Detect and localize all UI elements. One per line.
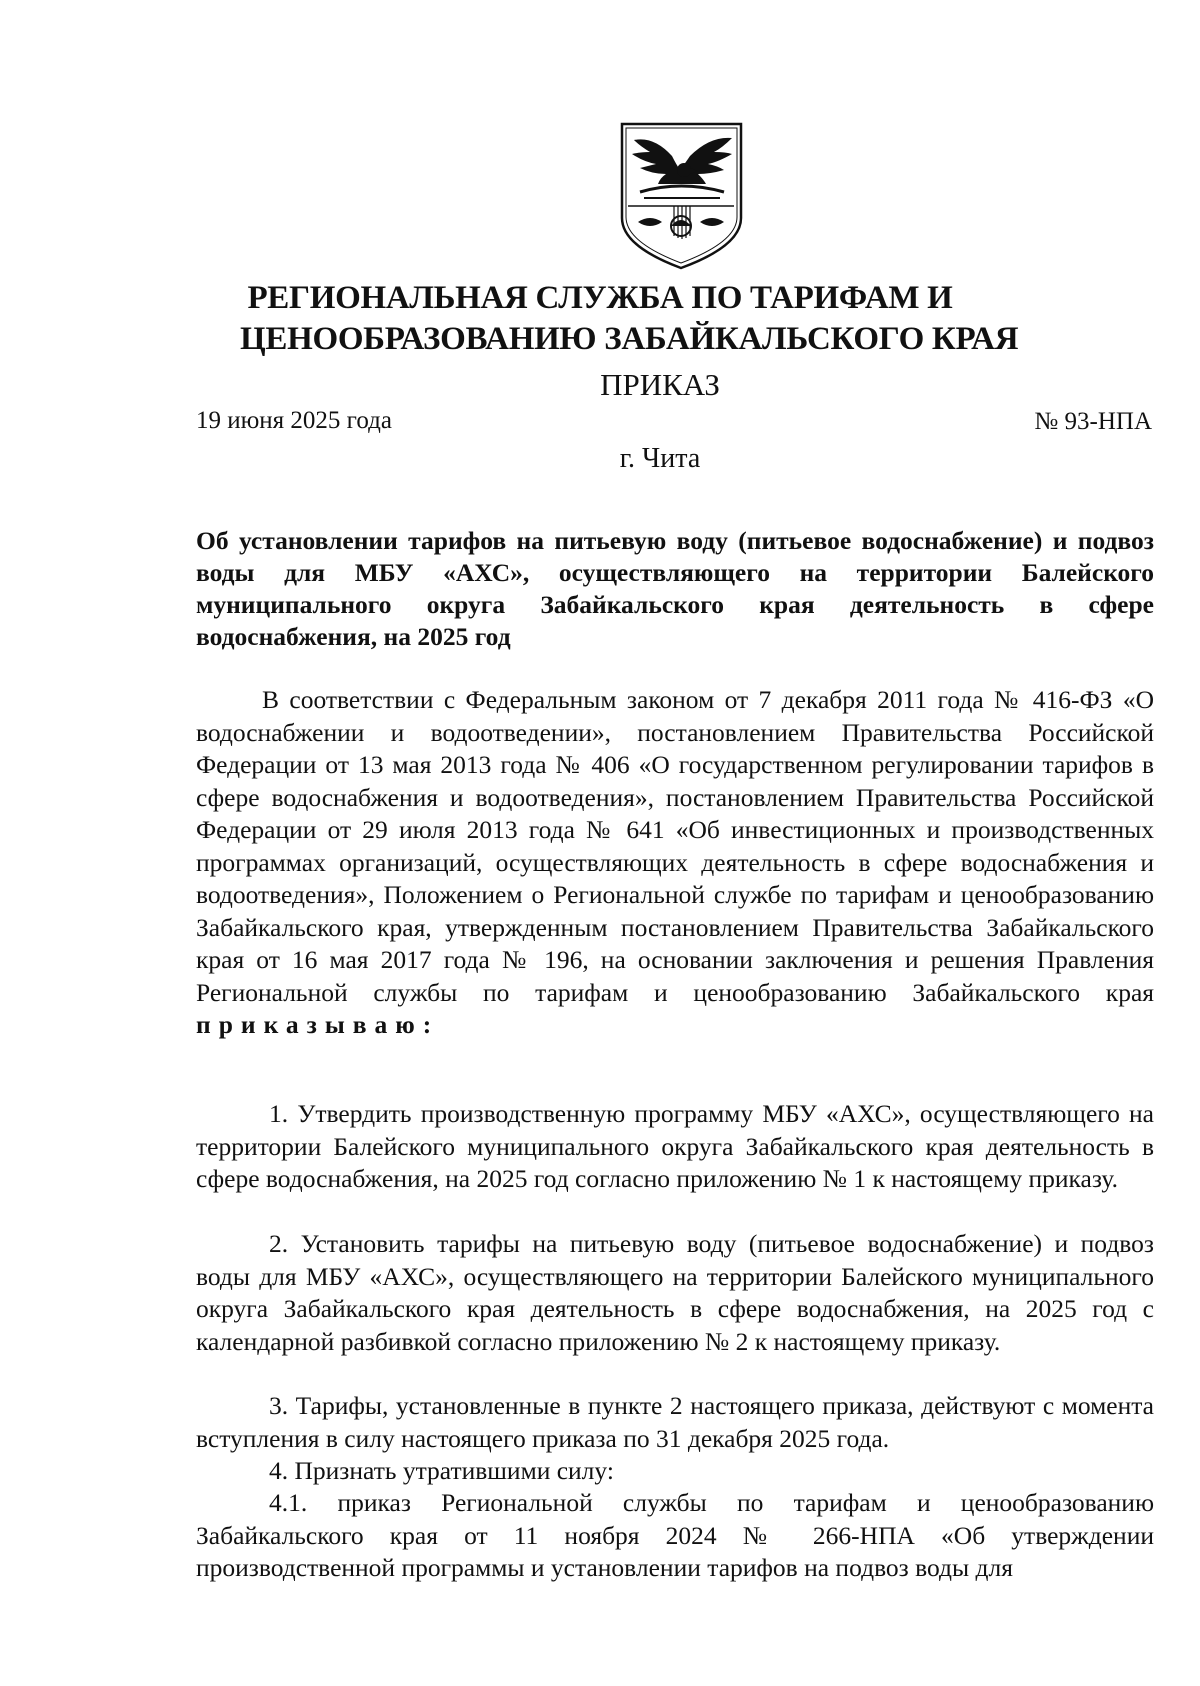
agency-name-line1: РЕГИОНАЛЬНАЯ СЛУЖБА ПО ТАРИФАМ И bbox=[247, 280, 953, 316]
item-4-1: 4.1. приказ Региональной службы по тарифам и ценообразованию Забайкальского края от 11 ноября 2024 № 266-НПА «Об утверждении производственной программы и установлении тарифов на подвоз воды для bbox=[196, 1488, 1154, 1582]
item-4: 4. Признать утратившими силу: bbox=[269, 1456, 614, 1485]
item-2: 2. Установить тарифы на питьевую воду (питьевое водоснабжение) и подвоз воды для МБУ «АХС», осуществляющего на территории Балейского муниципального округа Забайкальского края деятельность в сфере водоснабжения, на 2025 год с календарной разбивкой согласно приложению № 2 к настоящему приказу. bbox=[196, 1229, 1154, 1356]
document-number: № 93-НПА bbox=[1034, 408, 1152, 435]
preamble-text: В соответствии с Федеральным законом от 7 декабря 2011 года № 416-ФЗ «О водоснабжении и водоотведении», постановлением Правительства Российской Федерации от 13 мая 2013 года № 406 «О государственном регулировании тарифов в сфере водоснабжения и водоотведения», постановлением Правительства Российской Федерации от 29 июля 2013 года № 641 «Об инвестиционных и производственных программах организаций, осуществляющих деятельность в сфере водоснабжения и водоотведения», Положением о Региональной службе по тарифам и ценообразованию Забайкальского края, утвержденным постановлением Правительства Забайкальского края от 16 мая 2017 года № 196, на основании заключения и решения Правления Региональной службы по тарифам и ценообразованию Забайкальского края bbox=[196, 685, 1154, 1007]
document-type: ПРИКАЗ bbox=[600, 367, 720, 402]
agency-name bbox=[240, 278, 1019, 360]
preamble-paragraph bbox=[196, 684, 1154, 1042]
coat-of-arms-icon bbox=[614, 118, 749, 273]
document-title: Об установлении тарифов на питьевую воду (питьевое водоснабжение) и подвоз воды для МБУ «АХС», осуществляющего на территории Балейского муниципального округа Забайкальского края деятельность в сфере водоснабжения, на 2025 год bbox=[196, 526, 1154, 651]
item-1: 1. Утвердить производственную программу МБУ «АХС», осуществляющего на территории Балейского муниципального округа Забайкальского края деятельность в сфере водоснабжения, на 2025 год согласно приложению № 1 к настоящему приказу. bbox=[196, 1099, 1154, 1193]
item-3: 3. Тарифы, установленные в пункте 2 настоящего приказа, действуют с момента вступления в силу настоящего приказа по 31 декабря 2025 года. bbox=[196, 1391, 1154, 1453]
document-city: г. Чита bbox=[619, 443, 701, 474]
order-word: приказываю: bbox=[196, 1010, 440, 1039]
agency-name-line2: ЦЕНООБРАЗОВАНИЮ ЗАБАЙКАЛЬСКОГО КРАЯ bbox=[240, 321, 1019, 357]
document-date: 19 июня 2025 года bbox=[196, 407, 392, 434]
